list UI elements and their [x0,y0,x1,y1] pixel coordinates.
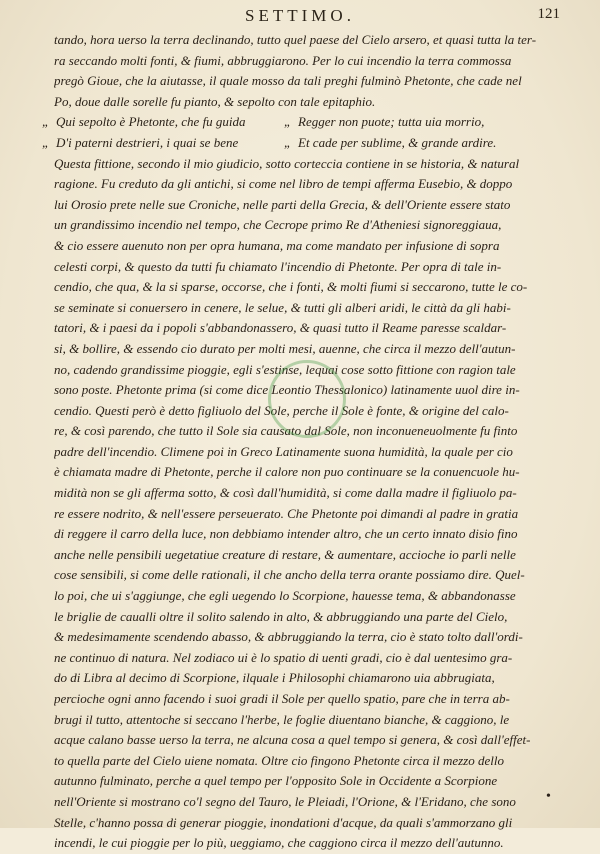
text-line: nell'Oriente si mostrano co'l segno del Tauro, le Pleiadi, l'Orione, & l'Eridano, che sono [54,793,516,809]
text-line: si, & bollire, & essendo cio durato per molti mesi, auenne, che circa il mezzo dell'autun- [54,340,516,356]
text-line: sono poste. Phetonte prima (si come dice Leontio Thessalonico) latinamente uuol dire in- [54,382,520,398]
verse-left: Qui sepolto è Phetonte, che fu guida [56,114,246,130]
text-line: celesti corpi, & questo da tutti fu chiamato l'incendio di Phetonte. Per opra di tale in- [54,258,502,274]
text-line: lui Orosio prete nelle sue Croniche, nelle parti della Grecia, & dell'Oriente essere stato [54,196,511,212]
text-line: pregò Gioue, che la aiutasse, il quale mosso da tali preghi fulminò Phetonte, che cade nel [54,73,522,89]
text-line: le briglie de caualli oltre il solito salendo in alto, & abbruggiando una parte del Cielo, [54,608,508,624]
text-line: midità non se gli afferma sotto, & così dall'humidità, si come dalla madre il figliuolo pa- [54,485,517,501]
verse-left: D'i paterni destrieri, i quai se bene [56,134,239,150]
running-head: SETTIMO. [245,6,355,25]
page-header [0,6,600,28]
text-line: no, cadendo grandissime pioggie, egli s'estinse, lequai cose sotto fittione con ragion tale [54,361,516,377]
text-line: padre dell'incendio. Climene poi in Greco Latinamente suona humidità, la quale per cio [54,443,513,459]
text-line: un grandissimo incendio nel tempo, che Cecrope primo Re d'Atheniesi signoreggiaua, [54,217,502,233]
text-line: anche nelle pensibili uegetatiue creature di restare, & aumentare, accioche io parli nelle [54,546,516,562]
text-line: percioche ogni anno facendo i suoi gradi il Sole per quello spatio, pare che in terra ab- [54,691,510,706]
text-line: Stelle, c'hanno possa di generar pioggie, inondationi d'acque, da quali s'ammorzano gli [54,814,513,830]
verse-right: Et cade per sublime, & grande ardire. [298,134,497,150]
text-line: di reggere il carro della luce, non debbiamo intender altro, che un certo innato disio fino [54,526,518,542]
text-line: brugi il tutto, attentoche si seccano l'herbe, le foglie diuentano bianche, & caggiono, le [54,711,510,727]
text-line: se seminate si conuersero in cenere, le selue, & tutti gli alberi aridi, le città da gli habi- [54,299,511,315]
text-line: & medesimamente scendendo abasso, & abbruggiando la terra, cio è stato tolto dall'ordi- [54,629,523,645]
text-line: tatori, & i paesi da i popoli s'abbandonassero, & quasi tutto il Reame paresse scaldar- [54,320,507,336]
verse-row [42,133,554,154]
quote-mark: „ [42,134,50,150]
page-number: 121 [537,6,560,22]
text-line: ra seccando molti fonti, & fiumi, abbruggiarono. Per lo cui incendio la terra commossa [54,52,512,68]
text-line: ne continuo di natura. Nel zodiaco ui è lo spatio di uenti gradi, cio è dal uentesimo gra- [54,649,513,665]
text-line: cendio, che qua, & la si sparse, occorse, che i fonti, & molti fiumi si seccarono, tutte le co- [54,279,528,295]
paragraph-intro [54,30,554,112]
library-stamp-watermark [268,360,346,438]
text-line: acque calano basse uerso la terra, ne alcuna cosa a quel tempo si genera, & così dall'effet- [54,732,531,748]
text-line: re essere nodrito, & nell'essere perseuerato. Che Phetonte poi dimandi al padre in gratia [54,505,519,521]
verse-right: Regger non puote; tutta uia morrio, [298,114,485,130]
quote-mark: „ [42,114,50,130]
text-line: cendio. Questi però è detto figliuolo del Sole, perche il Sole è fonte, & origine del calo- [54,402,509,418]
text-line: to quella parte del Cielo uiene nomata. Oltre cio fingono Phetonte circa il mezzo dello [54,752,504,768]
quote-mark: „ [284,114,292,130]
text-line: è chiamata madre di Phetonte, perche il calore non puo continuare se la conuencuole hu- [54,464,520,480]
text-line: tando, hora uerso la terra declinando, tutto quel paese del Cielo arsero, et quasi tutta la ter- [54,32,537,47]
text-line: ragione. Fu creduto da gli antichi, si come nel libro de tempi afferma Eusebio, & doppo [54,176,513,192]
end-mark: • [546,789,551,804]
text-line: & cio essere auenuto non per opra humana, ma come mandato per infusione di sopra [54,237,500,253]
text-line: re, & così parendo, che tutto il Sole sia causato dal Sole, non inconueneuolmente fu finto [54,423,518,439]
text-line: Questa fittione, secondo il mio giudicio, sotto corteccia contiene in se historia, & natural [54,155,520,171]
text-body [42,30,554,854]
text-line: lo poi, che ui s'aggiunge, che egli uegendo lo Scorpione, hauesse tema, & abbandonasse [54,588,516,604]
text-line: Po, doue dalle sorelle fu pianto, & sepolto con tale epitaphio. [54,93,376,109]
verse-row [42,112,554,133]
text-line: autunno fulminato, perche a quel tempo per l'opposito Sole in Occidente a Scorpione [54,773,498,789]
text-line: incendi, le cui pioggie per lo più, ueggiamo, che caggiono circa il mezzo dell'autunno. [54,835,504,851]
quote-mark: „ [284,134,292,150]
text-line: do di Libra al decimo di Scorpione, ilquale i Philosophi chiamarono uia abbrugiata, [54,670,495,686]
paragraph-commentary [54,154,554,854]
text-line: cose sensibili, si come delle rationali, il che ancho della terra orante possiamo dire. Quel- [54,567,525,583]
epitaph-verse [42,112,554,153]
